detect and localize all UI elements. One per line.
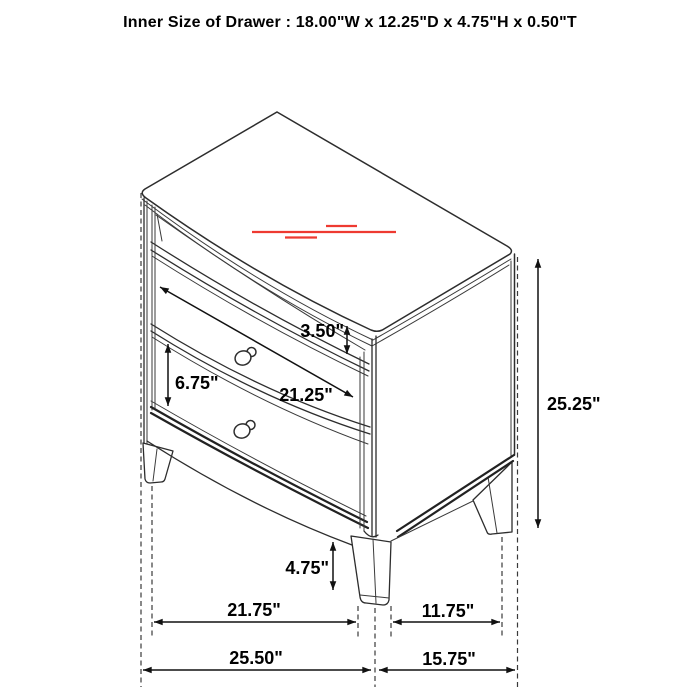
- dim-label-overall-depth: 15.75": [422, 649, 476, 669]
- dim-label-front-leg-spacing: 21.75": [227, 600, 281, 620]
- front-center-leg: [351, 536, 391, 605]
- bottom-drawer-knob: [232, 421, 255, 441]
- right-rear-leg: [473, 462, 512, 534]
- dim-label-shelf-opening-height: 3.50": [300, 321, 344, 341]
- center-stile: [360, 336, 378, 537]
- front-left-leg: [143, 443, 173, 483]
- dim-label-bottom-drawer-height: 6.75": [175, 373, 219, 393]
- nightstand-top-surface: [142, 112, 511, 331]
- dimension-overall-width: [143, 648, 371, 670]
- nightstand-drawing: [142, 112, 515, 605]
- diagram-title: Inner Size of Drawer : 18.00"W x 12.25"D x 4.75"H x 0.50"T: [123, 14, 577, 31]
- dimension-bottom-drawer-height: [168, 344, 219, 406]
- top-drawer-knob: [233, 348, 256, 368]
- dim-label-drawer-width: 21.25": [279, 385, 333, 405]
- dim-label-overall-height: 25.25": [547, 394, 601, 414]
- dim-label-overall-width: 25.50": [229, 648, 283, 668]
- base-rail: [151, 407, 368, 528]
- dimension-front-leg-spacing: [154, 600, 356, 622]
- dimension-overall-height: [538, 259, 601, 528]
- dimension-overall-depth: [379, 649, 515, 670]
- dim-label-side-leg-spacing: 11.75": [421, 601, 475, 621]
- dimension-side-leg-spacing: [393, 601, 500, 622]
- dim-label-leg-height: 4.75": [285, 558, 329, 578]
- dimension-leg-height: [285, 542, 333, 590]
